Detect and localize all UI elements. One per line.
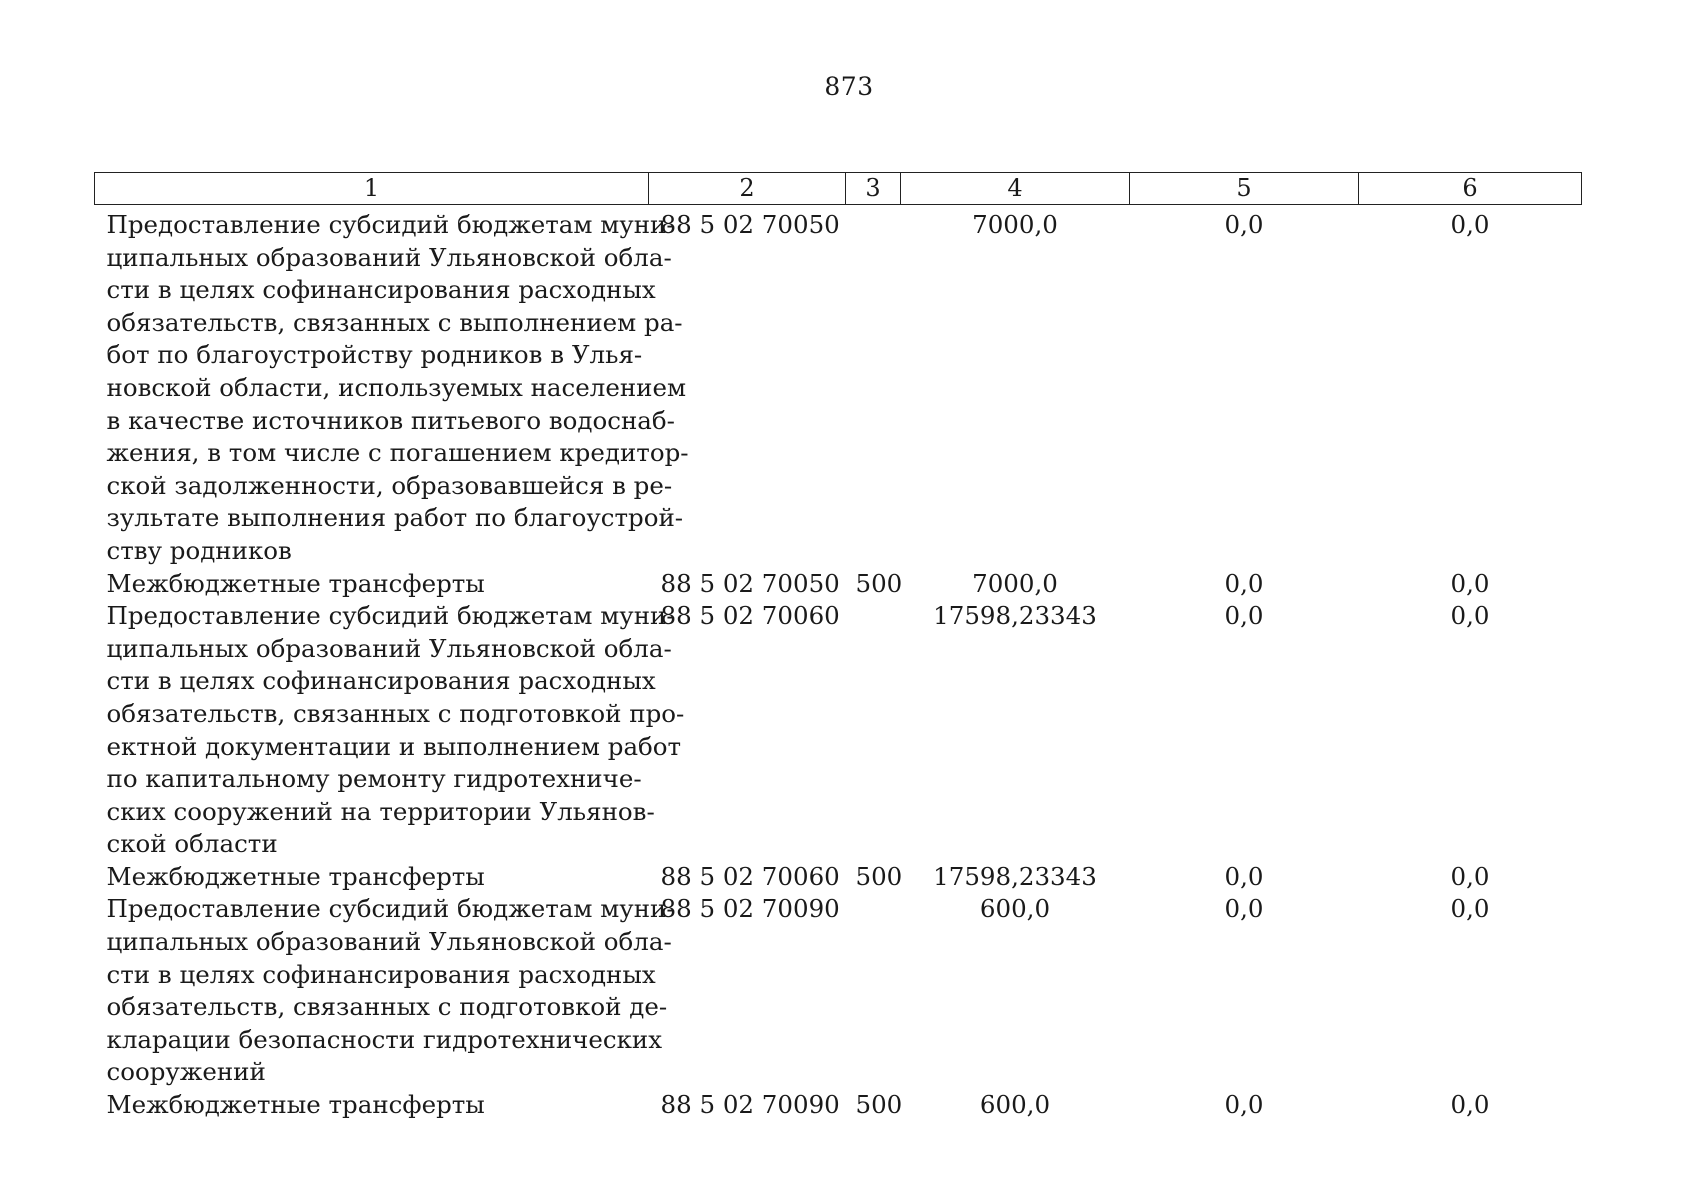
row-expense-type: 500 bbox=[855, 861, 903, 891]
header-col-4: 4 bbox=[901, 173, 1130, 205]
description-line: зультате выполнения работ по благоустрой- bbox=[106, 503, 684, 533]
row-value-col5: 0,0 bbox=[1224, 861, 1264, 891]
row-description bbox=[95, 1089, 649, 1122]
description-line: Межбюджетные трансферты bbox=[106, 861, 485, 891]
description-line: сти в целях софинансирования расходных bbox=[106, 959, 656, 989]
description-line: Межбюджетные трансферты bbox=[106, 568, 485, 598]
table-row bbox=[95, 205, 1582, 568]
header-col-6: 6 bbox=[1359, 173, 1582, 205]
row-expense-type: 500 bbox=[855, 568, 903, 598]
header-row bbox=[95, 173, 1582, 205]
row-value-col6: 0,0 bbox=[1450, 601, 1490, 631]
description-line: ципальных образований Ульяновской обла- bbox=[106, 927, 672, 957]
description-line: жения, в том числе с погашением кредитор- bbox=[106, 438, 689, 468]
description-line: ектной документации и выполнением работ bbox=[106, 731, 682, 761]
row-value-col4: 600,0 bbox=[979, 1090, 1051, 1120]
table-header bbox=[95, 173, 1582, 205]
table-row bbox=[95, 1089, 1582, 1122]
row-code: 88 5 02 70060 bbox=[660, 861, 840, 891]
description-line: ству родников bbox=[106, 535, 292, 565]
row-expense-type bbox=[846, 600, 901, 861]
row-code: 88 5 02 70090 bbox=[660, 894, 840, 924]
row-value-col4: 17598,23343 bbox=[933, 601, 1097, 631]
description-line: обязательств, связанных с подготовкой про- bbox=[106, 698, 685, 728]
row-value-col6: 0,0 bbox=[1450, 894, 1490, 924]
row-code: 88 5 02 70050 bbox=[660, 568, 840, 598]
description-line: обязательств, связанных с выполнением ра- bbox=[106, 307, 683, 337]
row-description bbox=[95, 861, 649, 894]
row-expense-type bbox=[846, 205, 901, 568]
row-value-col5: 0,0 bbox=[1224, 894, 1264, 924]
description-line: Предоставление субсидий бюджетам муни- bbox=[106, 210, 675, 239]
table-row bbox=[95, 600, 1582, 861]
row-value-col5: 0,0 bbox=[1224, 601, 1264, 631]
description-line: ской задолженности, образовавшейся в ре- bbox=[106, 470, 673, 500]
page-number: 873 bbox=[824, 72, 874, 101]
description-line: Межбюджетные трансферты bbox=[106, 1090, 485, 1120]
row-description bbox=[95, 600, 685, 861]
row-value-col5: 0,0 bbox=[1224, 210, 1264, 239]
row-code: 88 5 02 70050 bbox=[660, 210, 840, 239]
row-value-col5: 0,0 bbox=[1224, 568, 1264, 598]
row-value-col4: 600,0 bbox=[979, 894, 1051, 924]
description-line: бот по благоустройству родников в Улья- bbox=[106, 340, 643, 370]
budget-table bbox=[94, 172, 1582, 1122]
row-value-col6: 0,0 bbox=[1450, 568, 1490, 598]
row-value-col6: 0,0 bbox=[1450, 210, 1490, 239]
table-body bbox=[95, 205, 1582, 1122]
header-col-5: 5 bbox=[1130, 173, 1359, 205]
description-line: обязательств, связанных с подготовкой де- bbox=[106, 992, 668, 1022]
row-value-col4: 7000,0 bbox=[972, 568, 1058, 598]
description-line: ских сооружений на территории Ульянов- bbox=[106, 796, 655, 826]
description-line: ской области bbox=[106, 829, 278, 859]
description-line: кларации безопасности гидротехнических bbox=[106, 1024, 663, 1054]
description-line: сти в целях софинансирования расходных bbox=[106, 666, 656, 696]
row-value-col4: 7000,0 bbox=[972, 210, 1058, 239]
description-line: Предоставление субсидий бюджетам муни- bbox=[106, 894, 675, 924]
description-line: сти в целях софинансирования расходных bbox=[106, 275, 656, 305]
header-col-3: 3 bbox=[846, 173, 901, 205]
row-expense-type bbox=[846, 893, 901, 1089]
row-description bbox=[95, 893, 675, 1089]
description-line: ципальных образований Ульяновской обла- bbox=[106, 633, 672, 663]
description-line: Предоставление субсидий бюджетам муни- bbox=[106, 601, 675, 631]
header-col-2: 2 bbox=[649, 173, 846, 205]
row-expense-type: 500 bbox=[855, 1090, 903, 1120]
table-row bbox=[95, 893, 1582, 1089]
row-description bbox=[95, 205, 689, 568]
description-line: ципальных образований Ульяновской обла- bbox=[106, 242, 672, 272]
row-code: 88 5 02 70090 bbox=[660, 1090, 840, 1120]
row-value-col4: 17598,23343 bbox=[933, 861, 1097, 891]
table-row bbox=[95, 568, 1582, 601]
row-description bbox=[95, 568, 649, 601]
description-line: сооружений bbox=[106, 1057, 266, 1087]
description-line: по капитальному ремонту гидротехниче- bbox=[106, 764, 642, 794]
row-code: 88 5 02 70060 bbox=[660, 601, 840, 631]
description-line: новской области, используемых населением bbox=[106, 372, 687, 402]
table-row bbox=[95, 861, 1582, 894]
description-line: в качестве источников питьевого водоснаб- bbox=[106, 405, 675, 435]
budget-table-container bbox=[94, 172, 1581, 1122]
header-col-1: 1 bbox=[95, 173, 649, 205]
row-value-col6: 0,0 bbox=[1450, 1090, 1490, 1120]
row-value-col5: 0,0 bbox=[1224, 1090, 1264, 1120]
row-value-col6: 0,0 bbox=[1450, 861, 1490, 891]
